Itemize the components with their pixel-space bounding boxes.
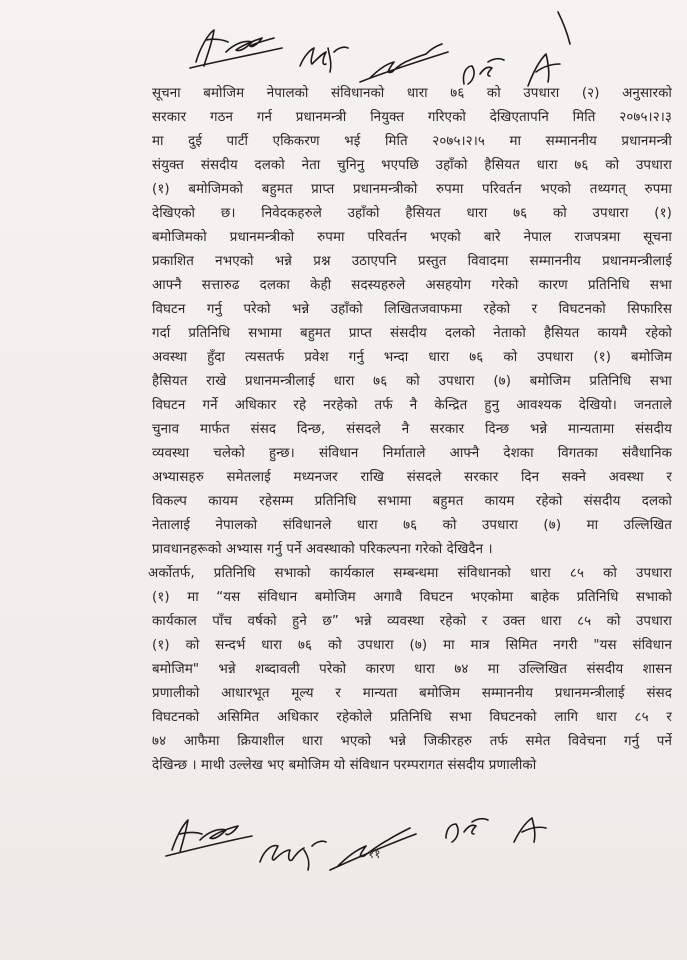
- text-line: व्यवस्था चलेको हुन्छ। संविधान निर्माताले आफ्नै देशका विगतका संवैधानिक: [152, 446, 672, 461]
- text-line: मा दुई पार्टी एकिकरण भई मिति २०७५।२।५ मा सम्माननीय प्रधानमन्त्री: [152, 134, 672, 149]
- text-line: हैसियत राखे प्रधानमन्त्रीलाई धारा ७६ को उपधारा (७) बमोजिम प्रतिनिधि सभा: [152, 374, 672, 389]
- text-line: देखिएको छ। निवेदकहरुले उहाँको हैसियत धारा ७६ को उपधारा (१): [152, 206, 672, 221]
- text-line: संयुक्त संसदीय दलको नेता चुनिनु भएपछि उहाँको हैसियत धारा ७६ को उपधारा: [152, 158, 672, 173]
- text-line: देखिन्छ । माथी उल्लेख भए बमोजिम यो संविधान परम्परागत संसदीय प्रणालीको: [152, 758, 537, 773]
- text-line: अर्कोतर्फ, प्रतिनिधि सभाको कार्यकाल सम्बन्धमा संविधानको धारा ८५ को उपधारा: [148, 566, 672, 581]
- text-line: प्रकाशित नभएको भन्ने प्रश्न उठाएपनि प्रस्तुत विवादमा सम्माननीय प्रधानमन्त्रीलाई: [152, 254, 672, 269]
- text-line: प्रावधानहरूको अभ्यास गर्नु पर्ने अवस्थाको परिकल्पना गरेको देखिदैन ।: [152, 542, 493, 557]
- text-line: बमोजिमको प्रधानमन्त्रीको रुपमा परिवर्तन भएको बारे नेपाल राजपत्रमा सूचना: [152, 230, 672, 245]
- text-line: विघटन गर्नु परेको भन्ने उहाँको लिखितजवाफमा रहेको र विघटनको सिफारिस: [152, 302, 672, 317]
- signature-3: [360, 44, 448, 82]
- signature-2: [300, 47, 348, 72]
- text-line: सूचना बमोजिम नेपालको संविधानको धारा ७६ को उपधारा (२) अनुसारको: [152, 86, 672, 101]
- page-number: ११: [368, 847, 381, 861]
- signature-5: [528, 12, 570, 86]
- text-line: प्रणालीको आधारभूत मूल्य र मान्यता बमोजिम सम्माननीय प्रधानमन्त्रीलाई संसद: [152, 686, 672, 701]
- text-line: नेतालाई नेपालको संविधानले धारा ७६ को उपधारा (७) मा उल्लिखित: [152, 518, 672, 533]
- signature-6: [166, 820, 252, 856]
- body-text: [148, 82, 672, 778]
- text-line: विकल्प कायम रहेसम्म प्रतिनिधि सभामा बहुमत कायम रहेको संसदीय दलको: [152, 494, 672, 509]
- text-line: बमोजिम" भन्ने शब्दावली परेको कारण धारा ७४ मा उल्लिखित संसदीय शासन: [152, 662, 672, 677]
- text-line: (१) बमोजिमको बहुमत प्राप्त प्रधानमन्त्रीको रुपमा परिवर्तन भएको तथ्यगत् रुपमा: [152, 182, 672, 197]
- signature-9: [446, 819, 488, 842]
- bottom-signatures: [0, 800, 687, 880]
- signature-7: [260, 841, 326, 870]
- text-line: कार्यकाल पाँच वर्षको हुने छ” भन्ने व्यवस्था रहेको र उक्त धारा ८५ को उपधारा: [152, 614, 672, 629]
- text-line: अवस्था हुँदा त्यसतर्फ प्रवेश गर्नु भन्दा धारा ७६ को उपधारा (१) बमोजिम: [152, 350, 672, 365]
- text-line: चुनाव मार्फत संसद दिन्छ, संसदले नै सरकार दिन्छ भन्ने मान्यतामा संसदीय: [152, 422, 672, 437]
- text-line: गर्दा प्रतिनिधि सभामा बहुमत प्राप्त संसदीय दलको नेताको हैसियत कायमै रहेको: [152, 326, 672, 341]
- signature-1: [190, 30, 282, 68]
- text-line: अभ्यासहरु समेतलाई मध्यनजर राखि संसदले सरकार दिन सक्ने अवस्था र: [152, 470, 672, 485]
- text-line: ७४ आफैमा क्रियाशील धारा भएको भन्ने जिकीरहरु तर्फ समेत विवेचना गर्नु पर्ने: [152, 734, 672, 749]
- signature-4: [463, 59, 504, 84]
- text-line: आफ्नै सत्तारुढ दलका केही सदस्यहरुले असहयोग गरेको कारण प्रतिनिधि सभा: [152, 278, 672, 293]
- text-line: सरकार गठन गर्न प्रधानमन्त्री नियुक्त गरिएको देखिएतापनि मिति २०७५।२।३: [152, 110, 672, 125]
- text-line: (१) मा “यस संविधान बमोजिम अगावै विघटन भएकोमा बाहेक प्रतिनिधि सभाको: [152, 590, 672, 605]
- signature-10: [514, 818, 546, 842]
- text-line: विघटन गर्ने अधिकार रहे नरहेको तर्फ नै केन्द्रित हुनु आवश्यक देखियो। जनताले: [152, 398, 672, 413]
- text-line: विघटनको असिमित अधिकार रहेकोले प्रतिनिधि सभा विघटनको लागि धारा ८५ र: [152, 710, 672, 725]
- text-line: (१) को सन्दर्भ धारा ७६ को उपधारा (७) मा मात्र सिमित नगरी "यस संविधान: [152, 638, 672, 653]
